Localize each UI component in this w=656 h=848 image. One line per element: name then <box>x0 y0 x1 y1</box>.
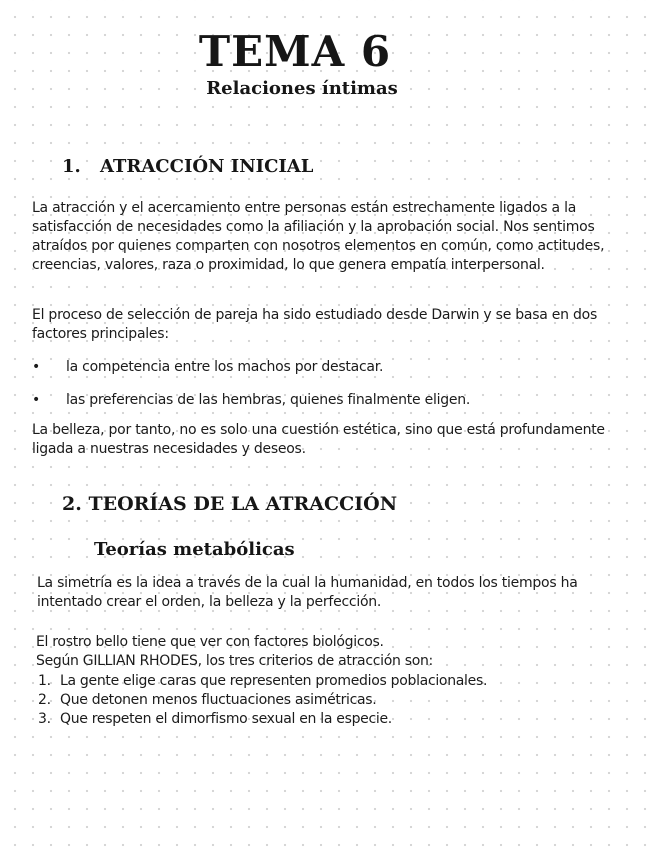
paragraph-line: Según GILLIAN RHODES, los tres criterios de atracción son: <box>36 653 433 669</box>
section-1-heading <box>62 156 313 178</box>
section-1-paragraph-2: El proceso de selección de pareja ha sido estudiado desde Darwin y se basa en dos factores principales: <box>32 307 597 342</box>
bullet-icon: • <box>32 359 41 375</box>
list-number: 2. <box>38 692 51 708</box>
list-item <box>38 672 487 691</box>
bullet-text: la competencia entre los machos por destacar. <box>66 359 384 375</box>
section-1-title: ATRACCIÓN INICIAL <box>100 156 314 177</box>
list-number: 3. <box>38 711 51 727</box>
section-2-paragraph-2 <box>36 633 433 671</box>
page-title: TEMA 6 <box>198 27 392 76</box>
paragraph-line: El rostro bello tiene que ver con factores biológicos. <box>36 634 384 650</box>
page-subtitle: Relaciones íntimas <box>206 78 398 99</box>
section-2-subheading: Teorías metabólicas <box>94 539 295 560</box>
list-text: Que respeten el dimorfismo sexual en la especie. <box>60 711 392 727</box>
criteria-list <box>38 672 487 729</box>
list-text: La gente elige caras que representen promedios poblacionales. <box>60 673 488 689</box>
list-number: 1. <box>38 673 51 689</box>
list-item <box>38 691 487 710</box>
section-2-paragraph-1: La simetría es la idea a través de la cual la humanidad, en todos los tiempos ha intentado crear el orden, la belleza y la perfección. <box>37 575 578 610</box>
section-1-paragraph-1: La atracción y el acercamiento entre personas están estrechamente ligados a la satisfacción de necesidades como la afiliación y la aprobación social. Nos sentimos atraídos por quienes comparten con nosotros elementos en común, como actitudes, creencias, valores, raza o proximidad, lo que genera empatía interpersonal. <box>32 200 605 273</box>
bullet-item <box>32 358 383 377</box>
bullet-text: las preferencias de las hembras, quienes finalmente eligen. <box>66 392 471 408</box>
list-text: Que detonen menos fluctuaciones asimétricas. <box>60 692 377 708</box>
section-1-paragraph-3: La belleza, por tanto, no es solo una cuestión estética, sino que está profundamente ligada a nuestras necesidades y deseos. <box>32 422 605 457</box>
bullet-icon: • <box>32 392 41 408</box>
section-1-number: 1. <box>62 156 81 177</box>
list-item <box>38 710 487 729</box>
bullet-item <box>32 391 470 410</box>
section-2-heading: 2. TEORÍAS DE LA ATRACCIÓN <box>62 493 398 515</box>
